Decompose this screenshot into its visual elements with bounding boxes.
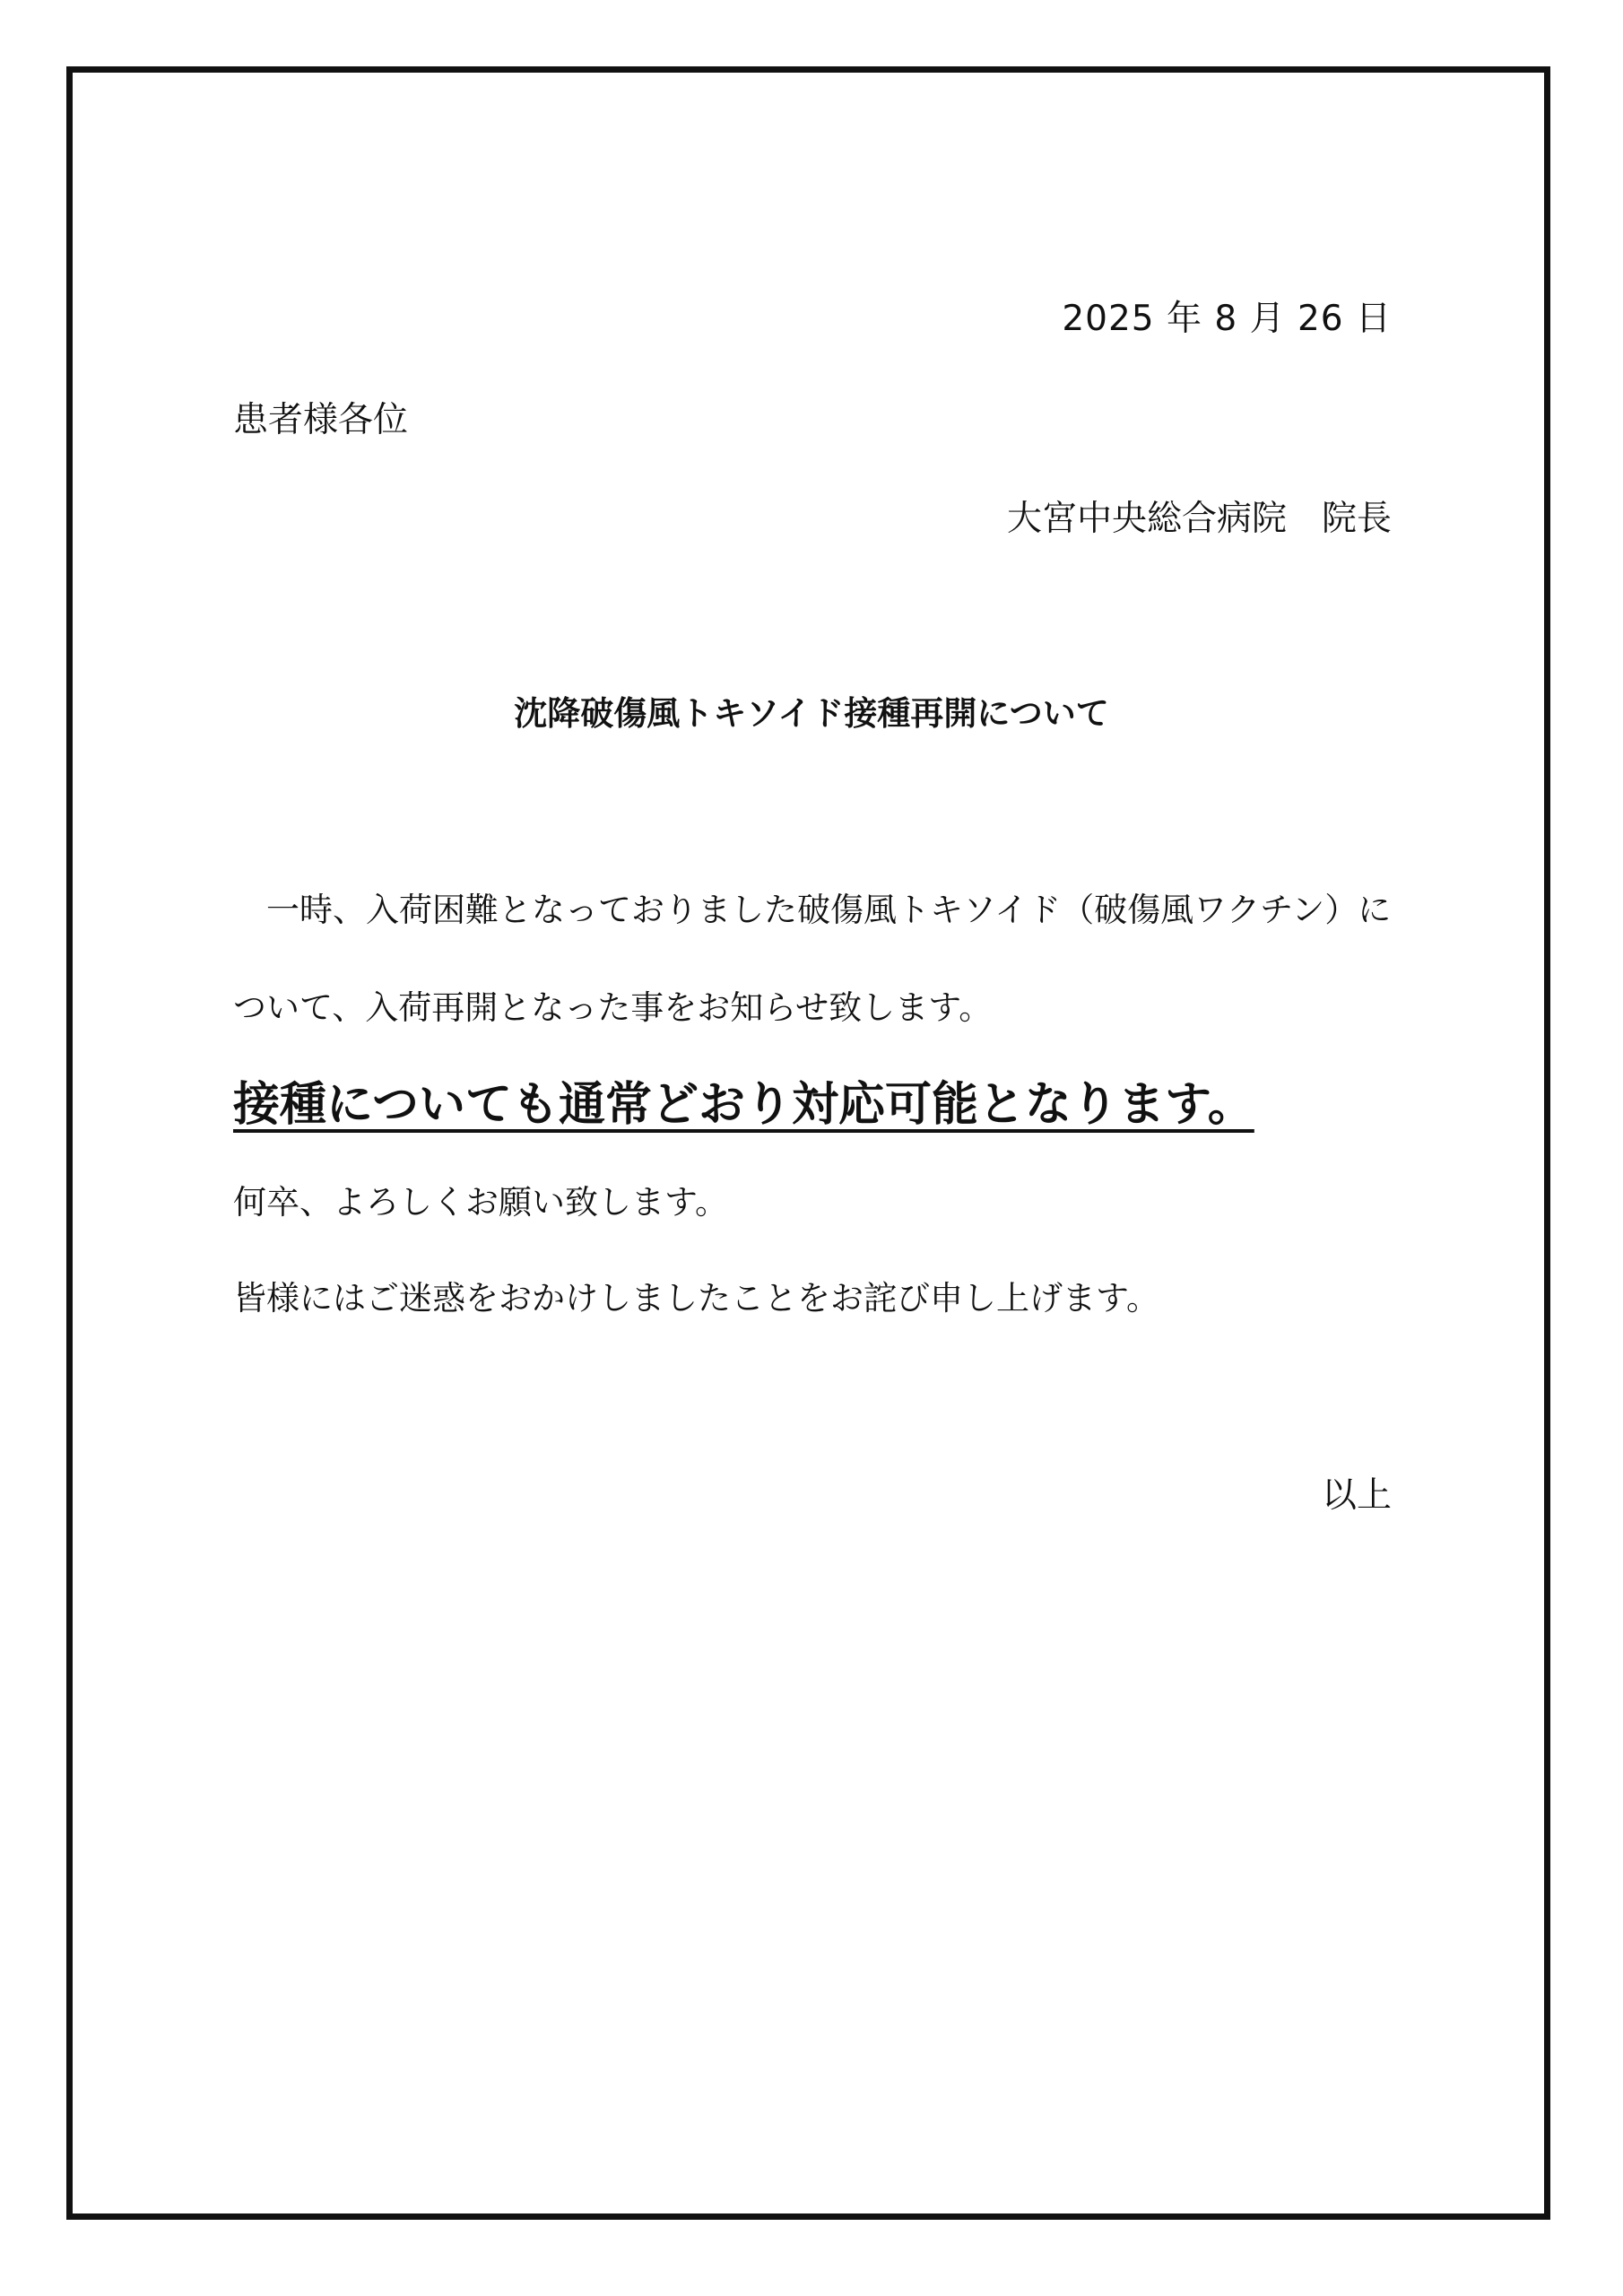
body-paragraph-line-2: ついて、入荷再開となった事をお知らせ致します。 xyxy=(233,988,993,1027)
apology-line: 皆様にはご迷惑をおかけしましたことをお詫び申し上げます。 xyxy=(233,1279,1160,1318)
request-line: 何卒、よろしくお願い致します。 xyxy=(233,1183,729,1222)
page-border xyxy=(66,66,1550,2220)
letter-date: 2025 年 8 月 26 日 xyxy=(1062,299,1392,339)
sender-line: 大宮中央総合病院 院長 xyxy=(1006,499,1392,539)
closing-mark: 以上 xyxy=(1321,1475,1392,1516)
notice-title: 沈降破傷風トキソイド接種再開について xyxy=(514,694,1109,733)
emphasized-announcement: 接種についても通常どおり対応可能となります。 xyxy=(233,1078,1254,1132)
body-paragraph-line-1: 一時、入荷困難となっておりました破傷風トキソイド（破傷風ワクチン）に xyxy=(233,891,1392,929)
recipient-line: 患者様各位 xyxy=(233,400,409,440)
